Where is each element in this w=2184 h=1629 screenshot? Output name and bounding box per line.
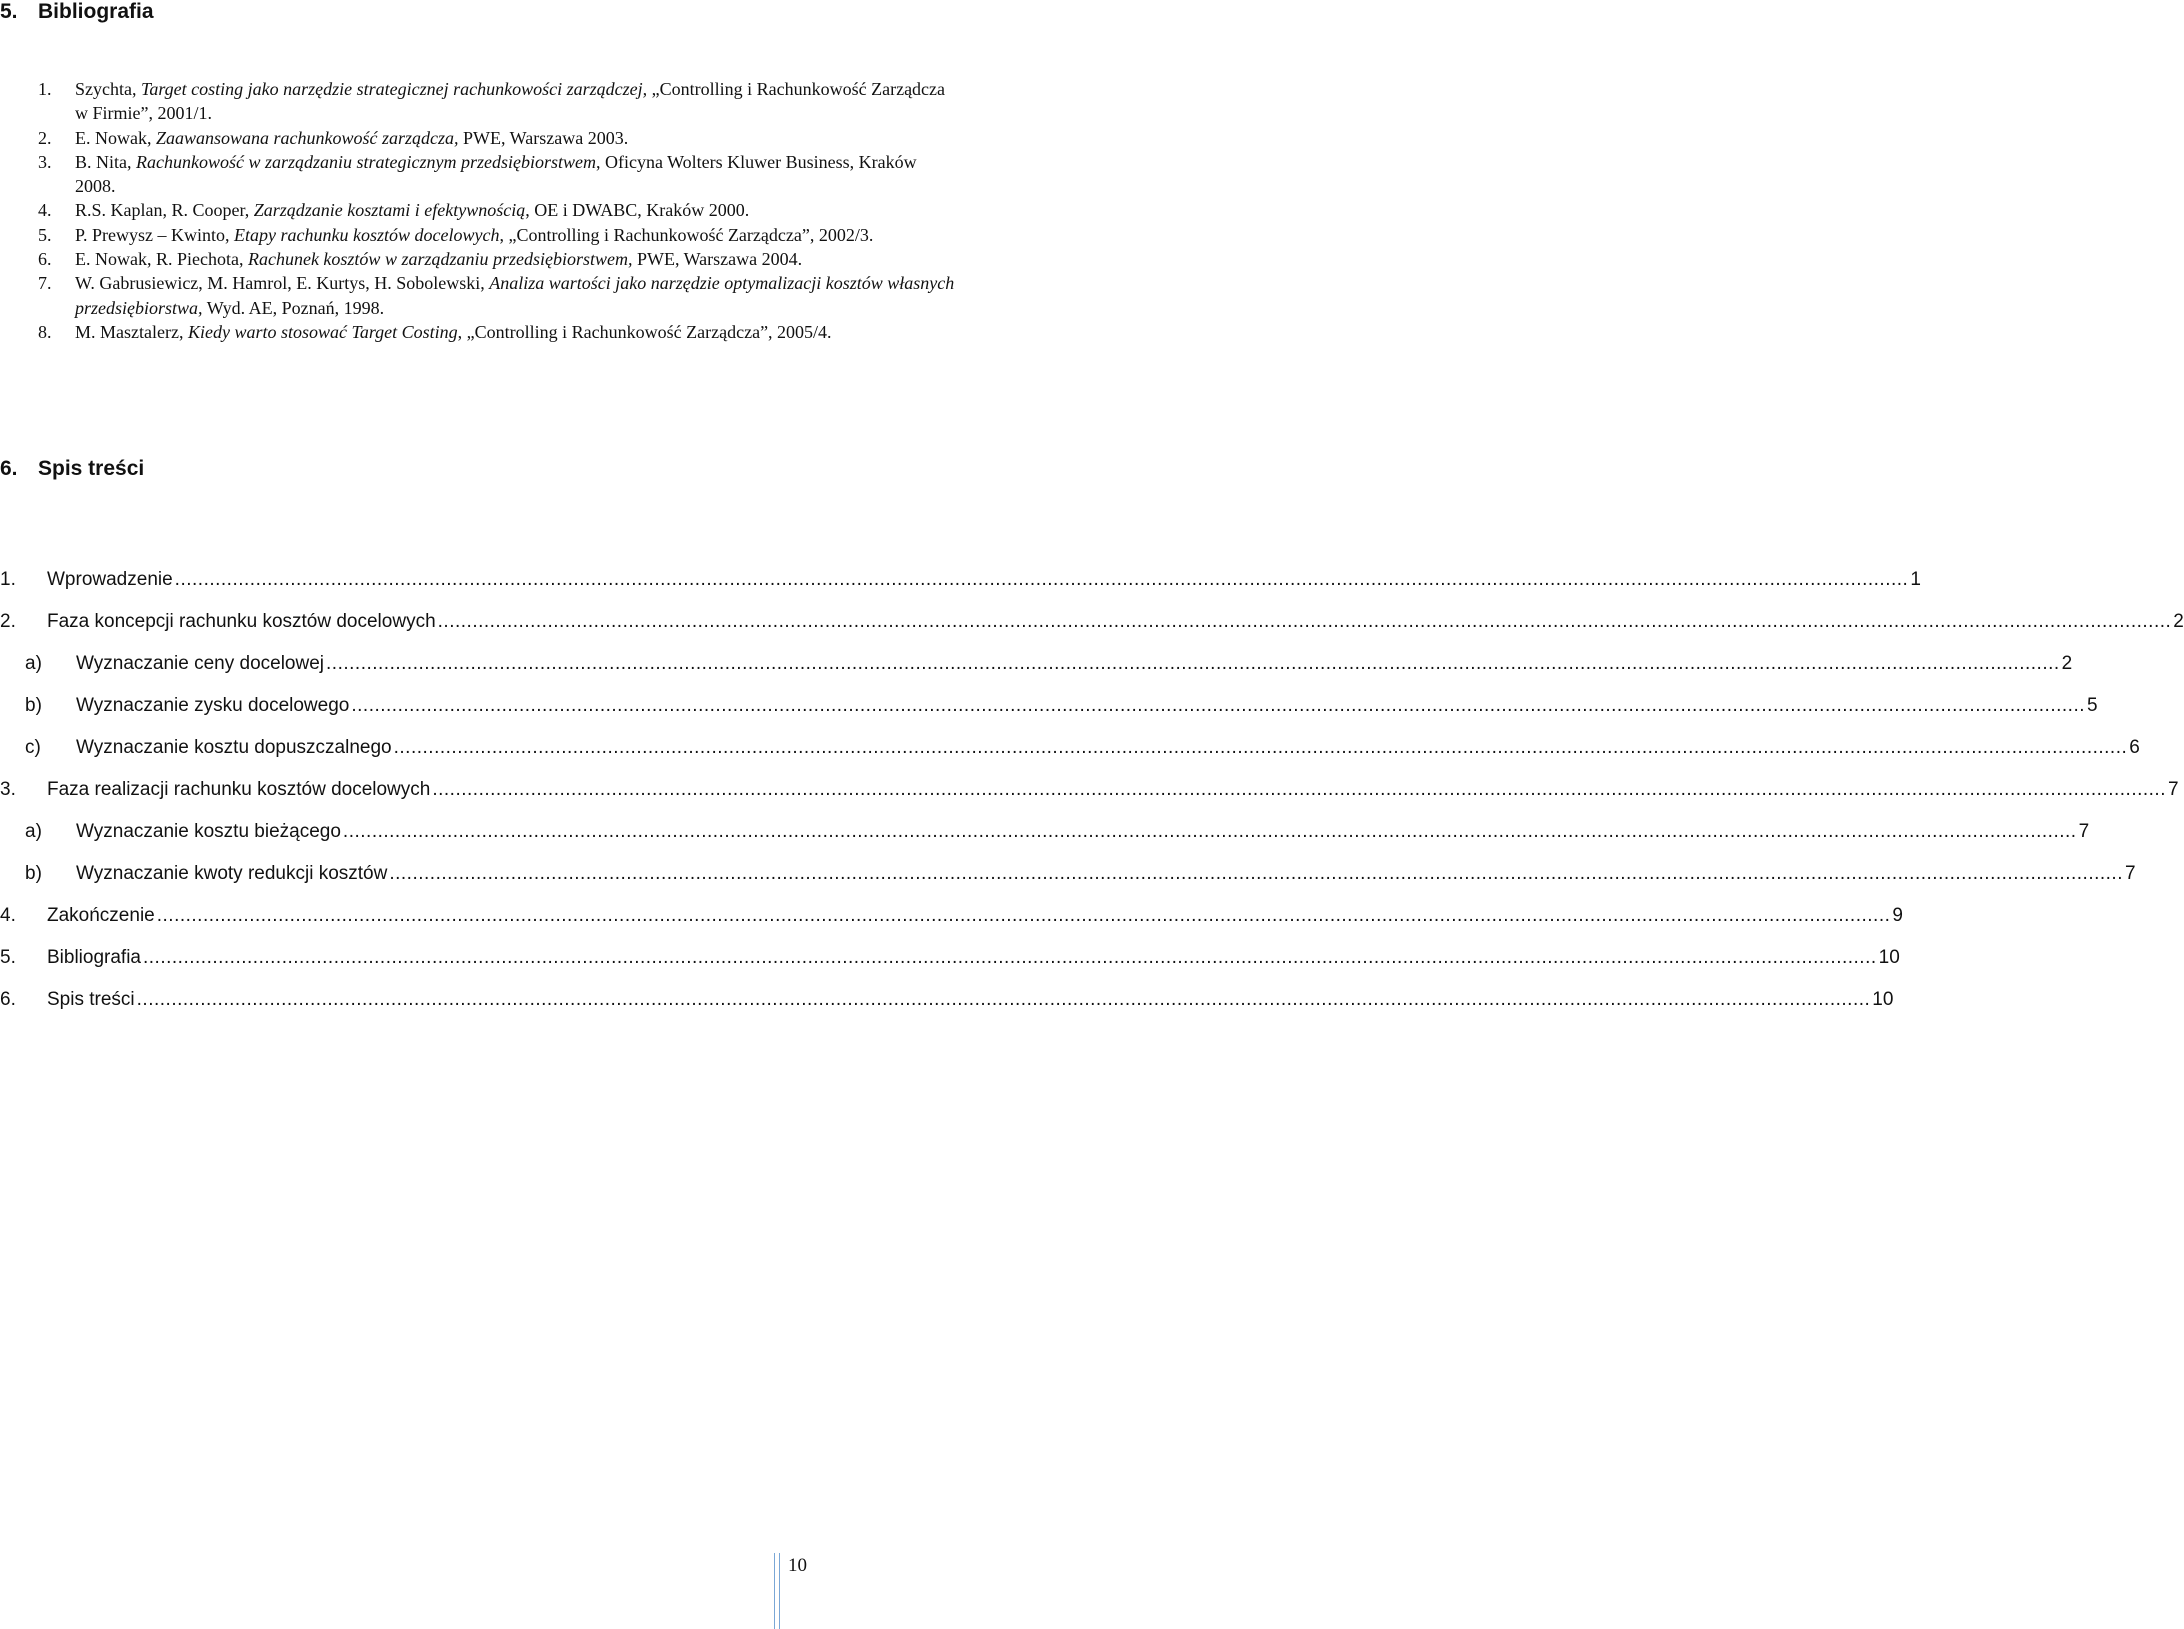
toc-entry-page: 5 xyxy=(2087,695,2098,716)
toc-entry-number: b) xyxy=(25,695,42,716)
bibliography-entry-number: 6. xyxy=(38,249,52,270)
toc-entry-number: c) xyxy=(25,737,41,758)
bibliography-entry xyxy=(38,223,960,247)
toc-entry-title: Faza koncepcji rachunku kosztów docelowych xyxy=(47,611,436,632)
bibliography-entry-number: 3. xyxy=(38,151,52,172)
bibliography-entry-title: Rachunkowość w zarządzaniu strategicznym przedsiębiorstwem xyxy=(136,151,596,172)
footer-page-number: 10 xyxy=(788,1555,807,1576)
bibliography-entry xyxy=(38,150,960,199)
toc-entry[interactable] xyxy=(0,778,2179,820)
bibliography-entry-title: Zarządzanie kosztami i efektywnością xyxy=(253,200,526,221)
bibliography-entry-publisher: „Controlling i Rachunkowość Zarządcza w Firmie”, 2001/1. xyxy=(75,79,946,124)
bibliography-entry-publisher: , „Controlling i Rachunkowość Zarządcza”, 2002/3. xyxy=(499,224,874,245)
toc-entry[interactable] xyxy=(0,820,2090,862)
toc-entry-page: 10 xyxy=(1878,947,1900,968)
bibliography-entry xyxy=(38,126,960,150)
toc-dot-leader: ............................................................................................................................................................................................................................................................................................................ xyxy=(389,863,2123,884)
toc-dot-leader: ............................................................................................................................................................................................................................................................................................................ xyxy=(351,695,2086,716)
bibliography-list xyxy=(38,77,960,344)
toc-heading xyxy=(0,457,144,481)
toc-dot-leader: ............................................................................................................................................................................................................................................................................................................ xyxy=(174,569,1909,590)
bibliography-entry-authors: W. Gabrusiewicz, M. Hamrol, E. Kurtys, H. Sobolewski, xyxy=(75,273,490,294)
bibliography-entry-number: 1. xyxy=(38,79,52,99)
toc-entry[interactable] xyxy=(0,904,1903,946)
bibliography-entry xyxy=(38,320,960,344)
bibliography-heading-number: 5. xyxy=(0,0,18,23)
toc-entry-page: 10 xyxy=(1872,989,1894,1010)
bibliography-entry-number: 2. xyxy=(38,127,52,148)
toc-entry[interactable] xyxy=(0,946,1900,988)
toc-dot-leader: ............................................................................................................................................................................................................................................................................................................ xyxy=(136,989,1871,1010)
bibliography-entry-title: Etapy rachunku kosztów docelowych xyxy=(234,224,500,245)
toc-entry-title: Spis treści xyxy=(47,989,135,1010)
bibliography-entry-title: Zaawansowana rachunkowość zarządcza, xyxy=(155,127,459,148)
bibliography-heading xyxy=(0,0,154,24)
toc-entry-page: 7 xyxy=(2168,779,2179,800)
toc-dot-leader: ............................................................................................................................................................................................................................................................................................................ xyxy=(393,737,2128,758)
bibliography-entry-publisher: PWE, Warszawa 2003. xyxy=(458,127,629,148)
toc-dot-leader: ............................................................................................................................................................................................................................................................................................................ xyxy=(437,611,2172,632)
toc-entry-number: a) xyxy=(25,653,42,674)
toc-entry-number: 2. xyxy=(0,611,16,632)
toc-entry-number: a) xyxy=(25,821,42,842)
toc-entry[interactable] xyxy=(0,736,2140,778)
toc-entry-number: b) xyxy=(25,863,42,884)
toc-dot-leader: ............................................................................................................................................................................................................................................................................................................ xyxy=(156,905,1891,926)
toc-entry-page: 7 xyxy=(2125,863,2136,884)
toc-entry-number: 6. xyxy=(0,989,16,1010)
bibliography-entry xyxy=(38,271,960,320)
toc-heading-number: 6. xyxy=(0,457,18,480)
bibliography-entry-authors: R.S. Kaplan, R. Cooper, xyxy=(75,200,254,221)
bibliography-entry-publisher: , OE i DWABC, Kraków 2000. xyxy=(525,200,750,221)
toc-entry[interactable] xyxy=(0,862,2136,904)
bibliography-entry-title: Kiedy warto stosować Target Costing xyxy=(187,321,458,342)
toc-entry-title: Faza realizacji rachunku kosztów docelowych xyxy=(47,779,431,800)
bibliography-entry-publisher: , „Controlling i Rachunkowość Zarządcza”, 2005/4. xyxy=(457,321,832,342)
bibliography-heading-title: Bibliografia xyxy=(38,0,154,23)
bibliography-entry-authors: Szychta, xyxy=(75,79,141,99)
bibliography-entry xyxy=(38,198,960,222)
table-of-contents xyxy=(0,568,2184,1030)
toc-entry-page: 7 xyxy=(2078,821,2090,842)
bibliography-entry-publisher: PWE, Warszawa 2004. xyxy=(632,249,803,270)
toc-entry-title: Wyznaczanie kosztu dopuszczalnego xyxy=(76,737,392,758)
toc-entry-page: 2 xyxy=(2173,611,2184,632)
toc-entry[interactable] xyxy=(0,610,2184,652)
toc-entry-title: Wyznaczanie zysku docelowego xyxy=(76,695,350,716)
footer-page-rule xyxy=(774,1553,780,1629)
bibliography-entry-number: 7. xyxy=(38,273,52,294)
toc-entry-title: Bibliografia xyxy=(47,947,141,968)
toc-dot-leader: ............................................................................................................................................................................................................................................................................................................ xyxy=(342,821,2077,842)
toc-entry-title: Zakończenie xyxy=(47,905,155,926)
toc-entry-title: Wprowadzenie xyxy=(47,569,173,590)
toc-entry-page: 2 xyxy=(2061,653,2073,674)
toc-entry-title: Wyznaczanie kwoty redukcji kosztów xyxy=(76,863,388,884)
toc-dot-leader: ............................................................................................................................................................................................................................................................................................................ xyxy=(432,779,2166,800)
bibliography-entry-authors: M. Masztalerz, xyxy=(75,321,188,342)
bibliography-entry-title: Target costing jako narzędzie strategicznej rachunkowości zarządczej, xyxy=(140,79,648,99)
toc-entry[interactable] xyxy=(0,568,1921,610)
bibliography-entry-title: Rachunek kosztów w zarządzaniu przedsiębiorstwem, xyxy=(247,249,633,270)
bibliography-entry-number: 4. xyxy=(38,200,52,221)
toc-entry[interactable] xyxy=(0,988,1894,1030)
toc-entry-number: 4. xyxy=(0,905,16,926)
bibliography-entry-publisher: , Oficyna Wolters Kluwer Business, Kraków 2008. xyxy=(75,151,917,197)
bibliography-entry-number: 5. xyxy=(38,224,52,245)
toc-entry-page: 6 xyxy=(2129,737,2140,758)
bibliography-entry xyxy=(38,247,960,271)
bibliography-entry-authors: P. Prewysz – Kwinto, xyxy=(75,224,235,245)
bibliography-entry-authors: E. Nowak, R. Piechota, xyxy=(75,249,248,270)
toc-entry-title: Wyznaczanie ceny docelowej xyxy=(76,653,325,674)
bibliography-entry-publisher: Wyd. AE, Poznań, 1998. xyxy=(202,297,385,318)
toc-entry[interactable] xyxy=(0,652,2073,694)
bibliography-entry-authors: E. Nowak, xyxy=(75,127,156,148)
toc-entry-number: 5. xyxy=(0,947,16,968)
toc-dot-leader: ............................................................................................................................................................................................................................................................................................................ xyxy=(143,947,1877,968)
bibliography-entry xyxy=(38,77,960,126)
toc-heading-title: Spis treści xyxy=(38,457,145,480)
toc-entry-number: 3. xyxy=(0,779,16,800)
bibliography-entry-title: Analiza wartości jako narzędzie optymalizacji kosztów własnych przedsiębiorstwa, xyxy=(75,273,955,318)
toc-entry-page: 9 xyxy=(1892,905,1903,926)
toc-entry-title: Wyznaczanie kosztu bieżącego xyxy=(76,821,341,842)
toc-dot-leader: ............................................................................................................................................................................................................................................................................................................ xyxy=(326,653,2060,674)
bibliography-entry-authors: B. Nita, xyxy=(75,151,136,172)
toc-entry-page: 1 xyxy=(1910,569,1921,590)
bibliography-entry-number: 8. xyxy=(38,321,52,342)
toc-entry-number: 1. xyxy=(0,569,16,590)
toc-entry[interactable] xyxy=(0,694,2098,736)
